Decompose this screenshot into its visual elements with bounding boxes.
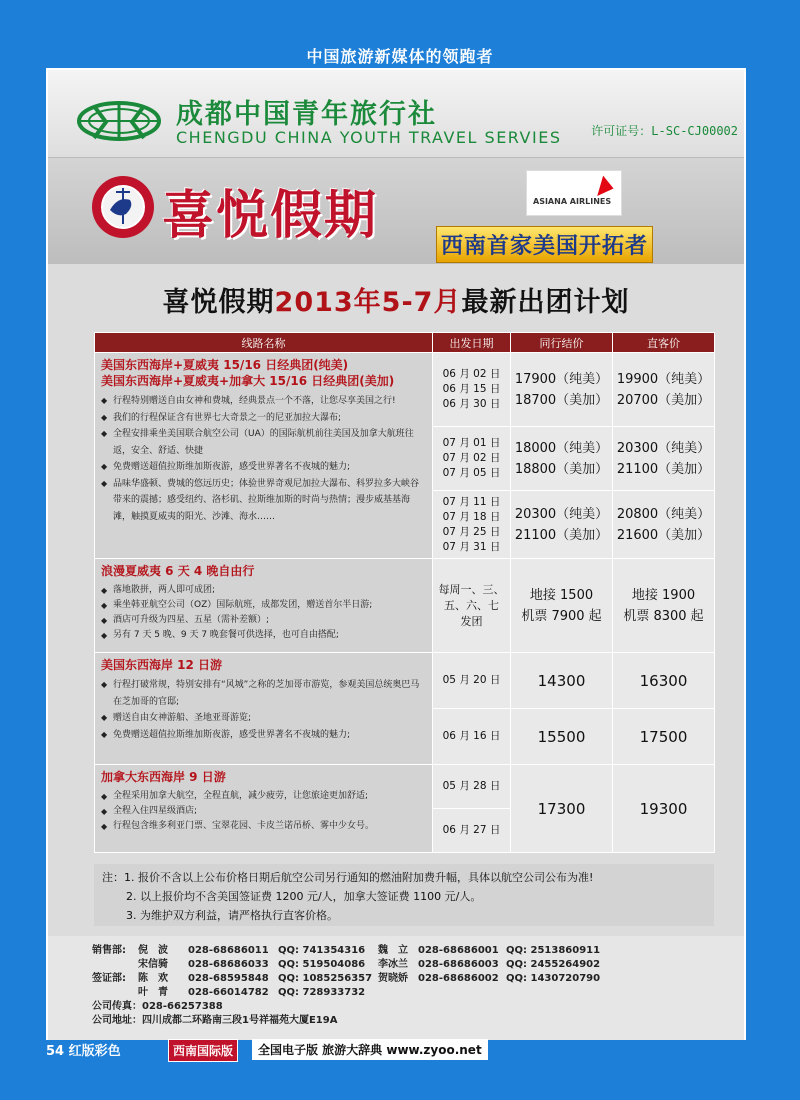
price-item: 19900（纯美） bbox=[616, 371, 711, 387]
route-feature: ◆ 另有 7 天 5 晚、9 天 7 晚套餐可供选择，也可自由搭配; bbox=[101, 628, 426, 643]
trade-price: 15500 bbox=[511, 709, 613, 765]
contact-qq: QQ: 2513860911 bbox=[506, 945, 601, 956]
route-feature: ◆ 全程入住四星级酒店; bbox=[101, 804, 426, 819]
contact-qq: QQ: 1430720790 bbox=[506, 973, 601, 984]
company-name-en: CHENGDU CHINA YOUTH TRAVEL SERVIES bbox=[176, 128, 562, 147]
route-title: 浪漫夏威夷 6 天 4 晚自由行 bbox=[101, 564, 255, 578]
departure-dates bbox=[433, 353, 511, 427]
price-item: 地接 1500 bbox=[529, 587, 594, 603]
route-feature: ◆ 免费赠送超值拉斯维加斯夜游，感受世界著名不夜城的魅力; bbox=[101, 459, 426, 476]
direct-price bbox=[613, 353, 715, 427]
price-item: 机票 7900 起 bbox=[521, 608, 602, 624]
direct-price bbox=[613, 427, 715, 491]
route-usa-12-day bbox=[95, 653, 433, 765]
footer-website[interactable]: 全国电子版 旅游大辞典 www.zyoo.net bbox=[252, 1039, 488, 1060]
table-row bbox=[95, 653, 715, 709]
plan-title bbox=[48, 280, 744, 319]
header-direct-price: 直客价 bbox=[613, 333, 715, 353]
price-notes bbox=[94, 864, 714, 926]
asiana-wing-icon bbox=[590, 174, 613, 196]
contact-row bbox=[92, 944, 744, 958]
airline-logo bbox=[526, 170, 622, 216]
contact-phone: 028-68686011 bbox=[188, 945, 269, 956]
contact-qq: QQ: 741354316 bbox=[278, 945, 366, 956]
contact-row bbox=[92, 986, 744, 1000]
route-feature: ◆ 品味华盛顿、费城的悠远历史；体验世界奇观尼加拉大瀑布、科罗拉多大峡谷带来的震撼；感受纽约、洛杉矶、拉斯维加斯的时尚与热情；漫步威基基海滩，触摸夏威夷的阳光、沙滩、海水…… bbox=[101, 476, 426, 526]
route-feature: ◆ 酒店可升级为四星、五星（需补差额）; bbox=[101, 613, 426, 628]
direct-price bbox=[613, 559, 715, 653]
departure-date: 06 月 16 日 bbox=[433, 709, 511, 765]
trade-price: 17300 bbox=[511, 765, 613, 853]
contact-phone: 028-68686003 bbox=[418, 959, 499, 970]
contact-qq: QQ: 1085256357 bbox=[278, 973, 373, 984]
price-item: 21100（美加） bbox=[616, 461, 711, 477]
tour-schedule-table bbox=[94, 332, 715, 853]
contact-name: 贺晓娇 bbox=[378, 973, 408, 984]
date-item: 07 月 25 日 bbox=[442, 525, 501, 538]
date-item: 07 月 02 日 bbox=[442, 452, 501, 464]
departure-date: 06 月 27 日 bbox=[433, 809, 511, 853]
contact-phone: 028-68686001 bbox=[418, 945, 499, 956]
note-item: 2. 以上报价均不含美国签证费 1200 元/人，加拿大签证费 1100 元/人。 bbox=[126, 890, 482, 903]
date-item: 07 月 31 日 bbox=[442, 540, 501, 553]
route-feature: ◆ 行程包含维多利亚门票、宝翠花园、卡皮兰诺吊桥、雾中少女号。 bbox=[101, 819, 426, 834]
direct-price: 19300 bbox=[613, 765, 715, 853]
route-hawaii-free bbox=[95, 559, 433, 653]
departure-dates bbox=[433, 427, 511, 491]
price-item: 20300（纯美） bbox=[514, 506, 609, 522]
route-canada-9-day bbox=[95, 765, 433, 853]
trade-price bbox=[511, 559, 613, 653]
plan-title-period: 2013年5-7月 bbox=[274, 287, 462, 318]
price-item: 17900（纯美） bbox=[514, 371, 609, 387]
route-feature: ◆ 全程安排乘坐美国联合航空公司（UA）的国际航机前往美国及加拿大航班往返，安全、舒适、快捷 bbox=[101, 426, 426, 459]
date-item: 五、六、七 bbox=[444, 598, 499, 612]
price-item: 18800（美加） bbox=[514, 461, 609, 477]
price-item: 18700（美加） bbox=[514, 392, 609, 408]
plan-title-brand: 喜悦假期 bbox=[162, 287, 275, 318]
airline-name: ASIANA AIRLINES bbox=[533, 197, 612, 206]
route-usa-hawaii bbox=[95, 353, 433, 559]
contact-name: 陈 欢 bbox=[138, 973, 168, 984]
departure-date: 05 月 28 日 bbox=[433, 765, 511, 809]
price-item: 20800（纯美） bbox=[616, 506, 711, 522]
route-feature: ◆ 行程特别赠送自由女神和费城，经典景点一个不落，让您尽享美国之行! bbox=[101, 393, 426, 410]
table-row bbox=[95, 765, 715, 809]
contact-name: 叶 青 bbox=[138, 987, 168, 998]
direct-price: 17500 bbox=[613, 709, 715, 765]
contact-name: 倪 波 bbox=[138, 945, 168, 956]
contact-qq: QQ: 519504086 bbox=[278, 959, 366, 970]
contact-phone: 028-66014782 bbox=[188, 987, 269, 998]
route-feature: ◆ 免费赠送超值拉斯维加斯夜游，感受世界著名不夜城的魅力; bbox=[101, 727, 426, 744]
header-route: 线路名称 bbox=[95, 333, 433, 353]
date-item: 发团 bbox=[460, 614, 483, 628]
trade-price bbox=[511, 353, 613, 427]
header-date: 出发日期 bbox=[433, 333, 511, 353]
company-fax: 公司传真：028-66257388 bbox=[92, 1001, 223, 1012]
price-item: 20300（纯美） bbox=[616, 440, 711, 456]
trade-price: 14300 bbox=[511, 653, 613, 709]
note-item: 3. 为维护双方利益，请严格执行直客价格。 bbox=[126, 909, 338, 922]
contact-phone: 028-68595848 bbox=[188, 973, 269, 984]
agency-header bbox=[48, 70, 744, 158]
contact-name: 宋信骑 bbox=[138, 959, 168, 970]
company-name-cn: 成都中国青年旅行社 bbox=[176, 99, 437, 130]
plan-title-suffix: 最新出团计划 bbox=[461, 287, 630, 318]
departure-date: 05 月 20 日 bbox=[433, 653, 511, 709]
route-title: 美国东西海岸+夏威夷+加拿大 15/16 日经典团(美加) bbox=[101, 374, 395, 388]
departure-dates bbox=[433, 491, 511, 559]
contact-name: 李冰兰 bbox=[378, 959, 408, 970]
price-item: 20700（美加） bbox=[616, 392, 711, 408]
brand-title: 喜悦假期 bbox=[162, 186, 379, 246]
contact-row bbox=[92, 958, 744, 972]
price-item: 21100（美加） bbox=[514, 527, 609, 543]
direct-price: 16300 bbox=[613, 653, 715, 709]
route-feature: ◆ 全程采用加拿大航空，全程直航，减少疲劳，让您旅途更加舒适; bbox=[101, 789, 426, 804]
department-label: 签证部: bbox=[92, 973, 126, 984]
cyts-logo-icon bbox=[76, 98, 162, 144]
route-feature: ◆ 行程打破常规，特别安排有“风城”之称的芝加哥市游览，参观美国总统奥巴马在芝加哥的官邸; bbox=[101, 677, 426, 710]
department-label: 销售部: bbox=[92, 945, 126, 956]
edition-tag: 西南国际版 bbox=[168, 1039, 238, 1062]
trade-price bbox=[511, 427, 613, 491]
trade-price bbox=[511, 491, 613, 559]
direct-price bbox=[613, 491, 715, 559]
header-trade-price: 同行结价 bbox=[511, 333, 613, 353]
table-row bbox=[95, 559, 715, 653]
route-feature: ◆ 我们的行程保证含有世界七大奇景之一的尼亚加拉大瀑布; bbox=[101, 410, 426, 427]
company-address: 公司地址：四川成都二环路南三段1号祥福苑大厦E19A bbox=[92, 1015, 338, 1026]
contact-info bbox=[48, 936, 744, 1040]
banner-text: 中国旅游新媒体的领跑者 bbox=[306, 47, 494, 66]
price-item: 21600（美加） bbox=[616, 527, 711, 543]
contact-name: 魏 立 bbox=[378, 945, 408, 956]
date-item: 06 月 30 日 bbox=[442, 398, 501, 410]
price-item: 机票 8300 起 bbox=[623, 608, 704, 624]
route-title: 加拿大东西海岸 9 日游 bbox=[101, 770, 226, 784]
license-number: 许可证号：L-SC-CJ00002 bbox=[591, 124, 738, 138]
price-item: 18000（纯美） bbox=[514, 440, 609, 456]
route-feature: ◆ 赠送自由女神游船、圣地亚哥游览; bbox=[101, 710, 426, 727]
note-item: 注：1. 报价不含以上公布价格日期后航空公司另行通知的燃油附加费升幅，具体以航空公司公布为准! bbox=[102, 871, 594, 884]
route-feature: ◆ 落地散拼，两人即可成团; bbox=[101, 583, 426, 598]
contact-qq: QQ: 2455264902 bbox=[506, 959, 601, 970]
route-feature: ◆ 乘坐韩亚航空公司（OZ）国际航班，成都发团，赠送首尔半日游; bbox=[101, 598, 426, 613]
date-item: 06 月 15 日 bbox=[442, 383, 501, 395]
departure-dates bbox=[433, 559, 511, 653]
slogan-badge: 西南首家美国开拓者 bbox=[436, 226, 653, 263]
contact-row bbox=[92, 1000, 744, 1014]
price-item: 地接 1900 bbox=[631, 587, 696, 603]
champion-holiday-globe-icon bbox=[90, 174, 156, 240]
top-banner bbox=[0, 0, 800, 66]
contact-phone: 028-68686002 bbox=[418, 973, 499, 984]
contact-phone: 028-68686033 bbox=[188, 959, 269, 970]
date-item: 07 月 05 日 bbox=[442, 467, 501, 479]
route-title: 美国东西海岸+夏威夷 15/16 日经典团(纯美) bbox=[101, 358, 349, 372]
table-header-row bbox=[95, 333, 715, 353]
date-item: 06 月 02 日 bbox=[442, 368, 501, 380]
date-item: 07 月 11 日 bbox=[442, 495, 501, 508]
contact-qq: QQ: 728933732 bbox=[278, 987, 366, 998]
date-item: 07 月 01 日 bbox=[442, 437, 501, 449]
date-item: 每周一、三、 bbox=[438, 582, 505, 596]
contact-row bbox=[92, 972, 744, 986]
table-row bbox=[95, 353, 715, 427]
route-title: 美国东西海岸 12 日游 bbox=[101, 658, 223, 672]
page-panel bbox=[46, 68, 746, 1040]
page-number: 54 红版彩色 bbox=[46, 1044, 121, 1059]
date-item: 07 月 18 日 bbox=[442, 510, 501, 523]
page-footer bbox=[0, 1032, 800, 1062]
contact-row bbox=[92, 1014, 744, 1028]
